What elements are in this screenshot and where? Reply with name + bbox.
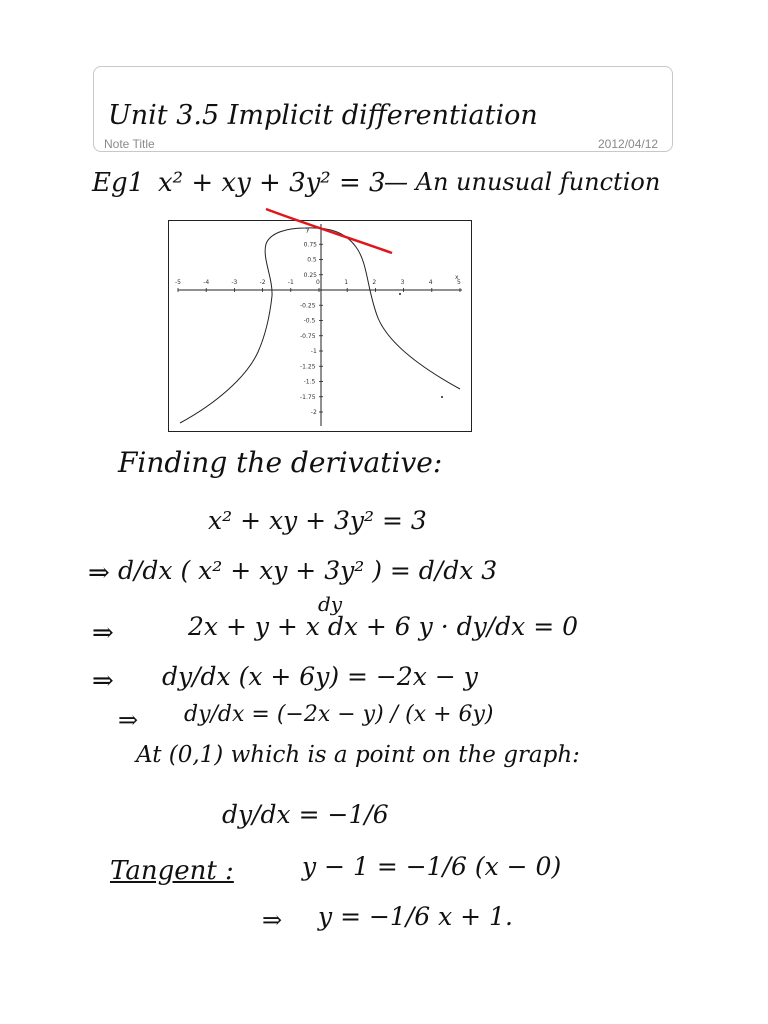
x-tick-label: -3 bbox=[231, 279, 238, 286]
work-line-8: y − 1 = −1/6 (x − 0) bbox=[302, 852, 562, 881]
work-line-2-arrow: ⇒ bbox=[88, 558, 110, 588]
x-tick-label: 4 bbox=[428, 279, 433, 286]
y-tick-label: -0.5 bbox=[303, 317, 316, 325]
note-date: 2012/04/12 bbox=[598, 137, 659, 151]
work-line-2: d/dx ( x² + xy + 3y² ) = d/dx 3 bbox=[118, 556, 498, 585]
x-tick-label: 3 bbox=[400, 279, 405, 286]
example-equation: x² + xy + 3y² = 3 bbox=[158, 168, 386, 198]
work-line-3-above: dy bbox=[318, 592, 343, 616]
x-tick-label: 0 bbox=[316, 279, 320, 286]
work-line-7: dy/dx = −1/6 bbox=[222, 800, 389, 829]
x-tick-label: -1 bbox=[287, 279, 294, 286]
x-tick-label: 1 bbox=[344, 279, 349, 286]
x-axis-label: x bbox=[455, 274, 459, 281]
x-tick-label: 5 bbox=[457, 279, 461, 286]
y-tick-group bbox=[300, 241, 323, 416]
example-label: Eg1 bbox=[92, 168, 145, 198]
x-tick-label: 2 bbox=[372, 279, 377, 286]
example-comment: — An unusual function bbox=[384, 168, 661, 196]
implicit-curve bbox=[180, 228, 460, 423]
work-line-9: y = −1/6 x + 1. bbox=[318, 902, 513, 931]
page-title: Unit 3.5 Implicit differentiation bbox=[108, 100, 538, 131]
x-tick-label: -2 bbox=[259, 279, 266, 286]
stray-dot bbox=[399, 293, 401, 295]
y-tick-label: -0.25 bbox=[300, 302, 316, 310]
stray-dot bbox=[441, 396, 443, 398]
y-tick-label: 0.75 bbox=[303, 241, 317, 249]
work-line-9-arrow: ⇒ bbox=[262, 906, 283, 934]
y-tick-label: 0.25 bbox=[303, 271, 317, 279]
work-line-3-arrow: ⇒ bbox=[92, 618, 114, 648]
work-line-1: x² + xy + 3y² = 3 bbox=[208, 506, 427, 535]
y-tick-label: -2 bbox=[310, 409, 317, 416]
y-tick-label: -1 bbox=[310, 348, 317, 355]
tangent-line bbox=[266, 209, 392, 253]
work-line-5: dy/dx = (−2x − y) / (x + 6y) bbox=[184, 702, 494, 727]
derivative-heading: Finding the derivative: bbox=[118, 446, 443, 479]
y-tick-label: 0.5 bbox=[307, 256, 317, 264]
work-line-6: At (0,1) which is a point on the graph: bbox=[136, 742, 580, 768]
y-axis-label: y bbox=[306, 226, 310, 233]
work-line-4-arrow: ⇒ bbox=[92, 666, 114, 696]
x-tick-label: -4 bbox=[203, 279, 210, 286]
x-tick-label: -5 bbox=[175, 279, 181, 286]
tangent-label: Tangent : bbox=[110, 856, 234, 886]
note-title-label: Note Title bbox=[104, 137, 155, 151]
work-line-5-arrow: ⇒ bbox=[118, 706, 139, 734]
y-tick-label: -1.75 bbox=[300, 393, 316, 401]
work-line-3: 2x + y + x dx + 6 y · dy/dx = 0 bbox=[188, 612, 579, 641]
y-tick-label: -1.5 bbox=[303, 378, 316, 386]
y-tick-label: -1.25 bbox=[300, 363, 316, 371]
work-line-4: dy/dx (x + 6y) = −2x − y bbox=[162, 662, 478, 691]
y-tick-label: -0.75 bbox=[300, 332, 316, 340]
